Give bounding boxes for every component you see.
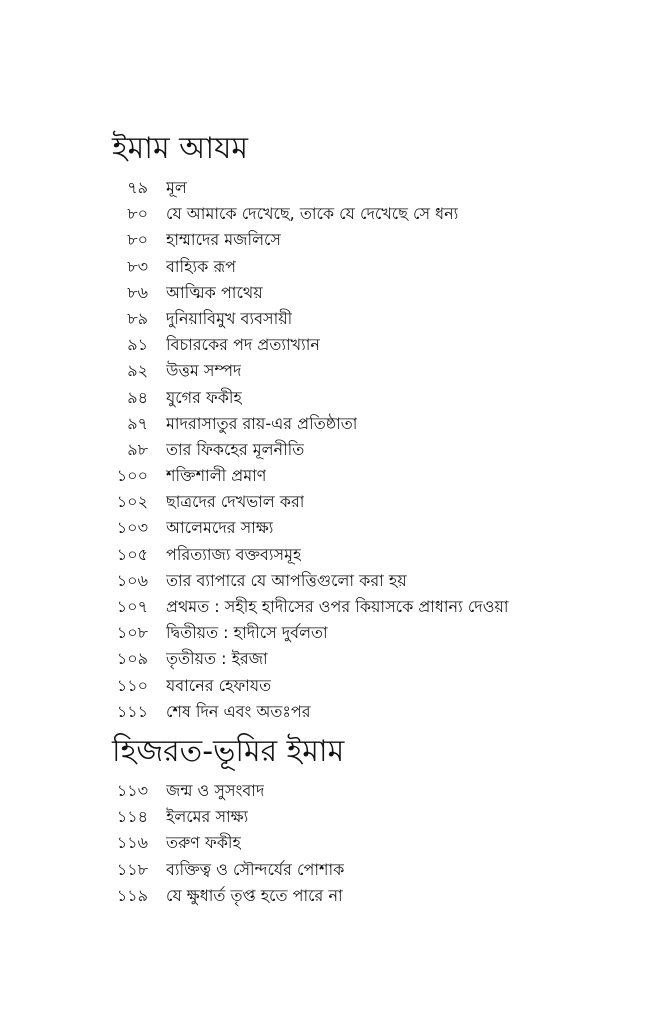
toc-entry-title: শক্তিশালী প্রমাণ (166, 466, 267, 486)
toc-entry-title: শেষ দিন এবং অতঃপর (166, 701, 311, 721)
toc-entry-page-number: ১১৪ (116, 807, 148, 827)
toc-entry-title: পরিত্যাজ্য বক্তব্যসমূহ (166, 544, 302, 564)
toc-entry-title: তরুণ ফকীহ (166, 833, 241, 853)
toc-entry-title: যে আমাকে দেখেছে, তাকে যে দেখেছে সে ধন্য (166, 204, 459, 224)
toc-entry-page-number: ৯৮ (127, 439, 148, 459)
toc-entry-page-number: ৯৪ (127, 387, 148, 407)
toc-entry-title: তার ব্যাপারে যে আপত্তিগুলো করা হয় (166, 570, 407, 590)
toc-entry-page-number: ১০৯ (116, 649, 148, 669)
toc-entry-page-number: ৮০ (127, 204, 148, 224)
toc-entry-page-number: ৯২ (127, 361, 148, 381)
toc-entry-page-number: ১১১ (116, 701, 148, 721)
toc-entry-page-number: ১০৮ (116, 623, 148, 643)
toc-entry (0, 620, 663, 646)
toc-entry (0, 358, 663, 384)
toc-entry (0, 254, 663, 280)
toc-entry-title: ছাত্রদের দেখভাল করা (166, 492, 305, 512)
toc-entry-page-number: ১০৭ (116, 597, 148, 616)
toc-entry-title: মাদরাসাতুর রায়-এর প্রতিষ্ঠাতা (166, 413, 358, 433)
toc-entry (0, 542, 663, 568)
toc-entry (0, 594, 663, 620)
toc-entry-page-number: ৯৭ (127, 413, 148, 433)
toc-entry-list (0, 778, 663, 909)
toc-entry (0, 778, 663, 804)
toc-entry-page-number: ১০৫ (116, 544, 148, 564)
toc-entry-title: ব্যক্তিত্ব ও সৌন্দর্যের পোশাক (166, 859, 345, 879)
toc-entry-title: হাম্মাদের মজলিসে (166, 230, 281, 250)
toc-entry-page-number: ১০৬ (116, 570, 148, 590)
toc-entry (0, 280, 663, 306)
toc-entry-title: প্রথমত : সহীহ হাদীসের ওপর কিয়াসকে প্রাধান্য দেওয়া (166, 597, 509, 616)
toc-entry-page-number: ১০০ (116, 466, 148, 486)
toc-entry-page-number: ১১৯ (116, 885, 148, 905)
toc-entry (0, 804, 663, 830)
toc-entry (0, 227, 663, 253)
toc-entry-page-number: ১১৬ (116, 833, 148, 853)
toc-section-imam-azam (0, 127, 663, 725)
section-title: হিজরত-ভূমির ইমাম (112, 734, 345, 769)
toc-entry (0, 830, 663, 856)
toc-entry (0, 857, 663, 883)
toc-entry-title: বিচারকের পদ প্রত্যাখ্যান (166, 335, 320, 355)
toc-entry-page-number: ৮৬ (127, 282, 148, 302)
toc-entry (0, 411, 663, 437)
toc-entry (0, 306, 663, 332)
toc-entry (0, 883, 663, 909)
toc-entry-page-number: ৮৯ (127, 308, 148, 328)
toc-entry (0, 673, 663, 699)
toc-section-hijrat-imam (0, 730, 663, 909)
toc-entry (0, 332, 663, 358)
toc-entry-title: উত্তম সম্পদ (166, 361, 242, 381)
toc-entry-page-number: ৭৯ (127, 178, 148, 197)
toc-entry (0, 385, 663, 411)
toc-entry-title: যবানের হেফাযত (166, 675, 272, 695)
toc-entry-title: জন্ম ও সুসংবাদ (166, 781, 265, 800)
toc-entry (0, 175, 663, 201)
toc-entry-page-number: ১০২ (116, 492, 148, 512)
toc-entry-title: তৃতীয়ত : ইরজা (166, 649, 268, 669)
toc-entry (0, 646, 663, 672)
toc-entry-list (0, 175, 663, 725)
toc-entry-title: আলেমদের সাক্ষ্য (166, 518, 274, 538)
toc-entry-page-number: ১১০ (116, 675, 148, 695)
toc-entry-title: দুনিয়াবিমুখ ব্যবসায়ী (166, 308, 293, 328)
toc-entry-page-number: ৮০ (127, 230, 148, 250)
toc-entry-title: যুগের ফকীহ (166, 387, 242, 407)
toc-entry (0, 568, 663, 594)
toc-entry-title: যে ক্ষুধার্ত তৃপ্ত হতে পারে না (166, 885, 343, 905)
toc-entry-title: বাহ্যিক রূপ (166, 256, 236, 276)
toc-entry-title: মূল (166, 178, 187, 197)
toc-entry (0, 515, 663, 541)
toc-entry (0, 437, 663, 463)
toc-entry-page-number: ৯১ (127, 335, 148, 355)
toc-entry (0, 489, 663, 515)
toc-entry (0, 201, 663, 227)
toc-entry-page-number: ১০৩ (116, 518, 148, 538)
toc-entry-page-number: ১১৩ (116, 781, 148, 800)
toc-entry-title: তার ফিকহের মূলনীতি (166, 439, 305, 459)
toc-entry-page-number: ১১৮ (116, 859, 148, 879)
toc-entry-title: দ্বিতীয়ত : হাদীসে দুর্বলতা (166, 623, 328, 643)
toc-entry-title: আত্মিক পাথেয় (166, 282, 263, 302)
section-title: ইমাম আযম (112, 131, 249, 166)
toc-entry (0, 463, 663, 489)
toc-entry (0, 699, 663, 725)
toc-entry-page-number: ৮৩ (127, 256, 148, 276)
toc-entry-title: ইলমের সাক্ষ্য (166, 807, 249, 827)
